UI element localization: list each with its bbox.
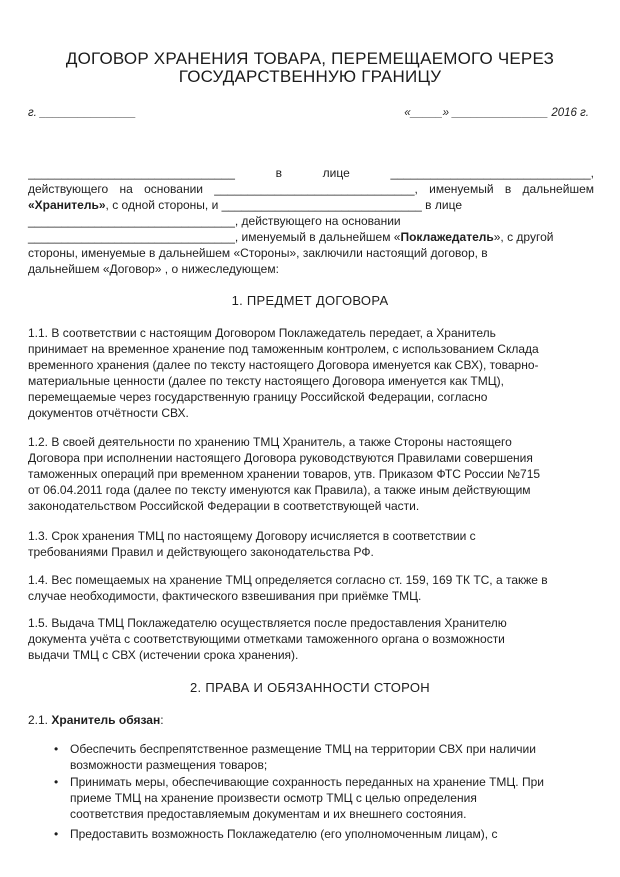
- bullet-item-2: [54, 774, 594, 822]
- clause-line: 1.3. Срок хранения ТМЦ по настоящему Договору исчисляется в соответствии с: [28, 529, 476, 543]
- clause-line: выдачи ТМЦ с СВХ (истечении срока хранения).: [28, 648, 299, 662]
- clause-number: 2.1.: [28, 713, 52, 727]
- keeper-term: «Хранитель»: [28, 198, 106, 212]
- bullet-icon: •: [54, 827, 59, 841]
- clause-1-1: [28, 325, 594, 421]
- preamble-text: _______________________________, именуемый в дальнейшем «: [28, 230, 401, 244]
- preamble-text: _______________________________, действующего на основании: [28, 214, 401, 228]
- clause-line: 1.5. Выдача ТМЦ Поклажедателю осуществляется после предоставления Хранителю: [28, 616, 507, 630]
- bullet-line: Обеспечить беспрепятственное размещение ТМЦ на территории СВХ при наличии: [70, 742, 536, 756]
- preamble-text: дальнейшем «Договор» , о нижеследующем:: [28, 262, 279, 276]
- clause-1-5: [28, 615, 594, 663]
- clause-line: от 06.04.2011 года (далее по тексту именуются как Правила), а также иным действующим: [28, 483, 531, 497]
- section-2-heading: 2. ПРАВА И ОБЯЗАННОСТИ СТОРОН: [190, 680, 430, 695]
- bullet-line: соответствия предоставляемым документам и их внешнего состояния.: [70, 807, 467, 821]
- keeper-obliged-label: Хранитель обязан: [51, 713, 161, 727]
- clause-1-3: [28, 528, 594, 560]
- preamble-line: [28, 261, 594, 277]
- preamble-line: [28, 197, 594, 213]
- preamble: [28, 165, 594, 277]
- preamble-line: [28, 165, 594, 181]
- clause-line: документа учёта с соответствующими отметками таможенного органа о возможности: [28, 632, 505, 646]
- section-1-heading: 1. ПРЕДМЕТ ДОГОВОРА: [231, 293, 389, 308]
- clause-line: документов отчётности СВХ.: [28, 406, 189, 420]
- preamble-line: [28, 245, 594, 261]
- preamble-text: действующего на основании ______________________________, именуемый в дальнейшем: [28, 182, 594, 196]
- clause-line: 1.1. В соответствии с настоящим Договором Поклажедатель передает, а Хранитель: [28, 326, 496, 340]
- clause-line: таможенных операций при временном хранении товаров, утв. Приказом ФТС России №715: [28, 467, 541, 481]
- preamble-line: [28, 213, 594, 229]
- bullet-item-3: [54, 826, 594, 842]
- clause-1-2: [28, 434, 594, 514]
- preamble-line: [28, 181, 594, 197]
- clause-line: 1.4. Вес помещаемых на хранение ТМЦ определяется согласно ст. 159, 169 ТК ТС, а также в: [28, 573, 548, 587]
- clause-line: 1.2. В своей деятельности по хранению ТМЦ Хранитель, а также Стороны настоящего: [28, 435, 512, 449]
- clause-line: временного хранения (далее по тексту настоящего Договора именуется как СВХ), товарно-: [28, 358, 539, 372]
- colon: :: [160, 713, 164, 727]
- preamble-text: , с одной стороны, и ______________________________ в лице: [105, 198, 462, 212]
- preamble-text: стороны, именуемые в дальнейшем «Стороны», заключили настоящий договор, в: [28, 246, 488, 260]
- preamble-text: », с другой: [493, 230, 554, 244]
- document-title-line1: ДОГОВОР ХРАНЕНИЯ ТОВАРА, ПЕРЕМЕЩАЕМОГО ЧЕРЕЗ: [65, 49, 555, 68]
- clause-line: требованиями Правил и действующего законодательства РФ.: [28, 545, 374, 559]
- preamble-text: _______________________________ в лице ______________________________,: [28, 166, 594, 180]
- city-field: г. _______________: [28, 107, 136, 119]
- bullet-icon: •: [54, 742, 59, 756]
- clause-1-4: [28, 572, 594, 604]
- bullet-line: Принимать меры, обеспечивающие сохранность переданных на хранение ТМЦ. При: [70, 775, 544, 789]
- clause-2-1-title: [28, 713, 164, 727]
- bullet-item-1: [54, 741, 594, 773]
- bullet-icon: •: [54, 775, 59, 789]
- depositor-term: Поклажедатель: [400, 230, 494, 244]
- document-title-line2: ГОСУДАРСТВЕННУЮ ГРАНИЦУ: [178, 67, 442, 86]
- clause-line: перемещаемые через государственную границу Российской Федерации, согласно: [28, 390, 488, 404]
- clause-line: принимает на временное хранение под таможенным контролем, с использованием Склада: [28, 342, 539, 356]
- clause-line: Договора при исполнении настоящего Договора руководствуются Правилами совершения: [28, 451, 533, 465]
- clause-line: законодательством Российской Федерации в соответствующей части.: [28, 499, 420, 513]
- preamble-line: [28, 229, 594, 245]
- clause-line: случае необходимости, фактического взвешивания при приёмке ТМЦ.: [28, 589, 422, 603]
- clause-line: материальные ценности (далее по тексту настоящего Договора именуется как ТМЦ),: [28, 374, 504, 388]
- bullet-line: приеме ТМЦ на хранение произвести осмотр ТМЦ с целью определения: [70, 791, 477, 805]
- date-field: «_____» _______________ 2016 г.: [404, 107, 589, 119]
- bullet-line: Предоставить возможность Поклажедателю (его уполномоченным лицам), с: [70, 827, 498, 841]
- bullet-line: возможности размещения товаров;: [70, 758, 268, 772]
